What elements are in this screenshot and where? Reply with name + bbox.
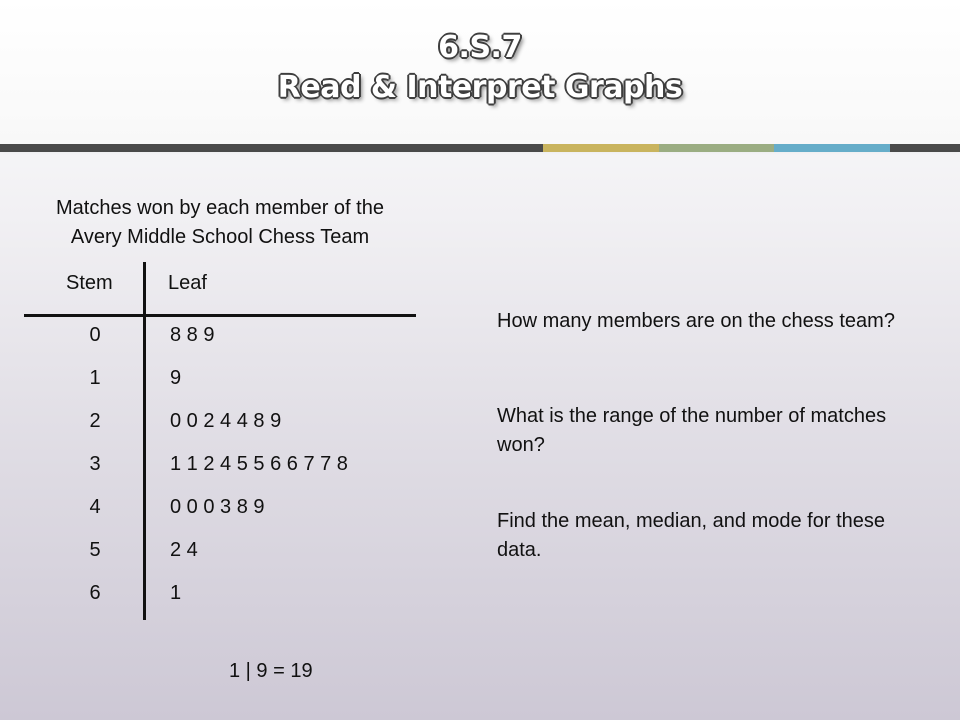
stem-leaf-row xyxy=(0,539,440,569)
stem-leaf-row xyxy=(0,367,440,397)
accent-stripe-green xyxy=(659,144,774,152)
stem-value: 6 xyxy=(89,582,101,604)
stem-value: 0 xyxy=(89,324,101,346)
accent-stripe-blue xyxy=(774,144,890,152)
stem-value: 2 xyxy=(89,410,101,432)
question-mean-median-mode: Find the mean, median, and mode for these data. xyxy=(497,510,886,561)
slide-title xyxy=(0,28,960,108)
plot-caption-line-1: Matches won by each member of the xyxy=(56,197,384,219)
stem-leaf-row xyxy=(0,324,440,354)
leaf-values: 9 xyxy=(170,367,182,389)
stem-value: 4 xyxy=(89,496,101,518)
question-members: How many members are on the chess team? xyxy=(497,310,895,332)
question-range: What is the range of the number of matches won? xyxy=(497,405,887,456)
leaf-values: 0 0 2 4 4 8 9 xyxy=(170,410,282,432)
stem-value: 5 xyxy=(89,539,101,561)
stem-leaf-row xyxy=(0,582,440,612)
plot-caption xyxy=(10,194,430,252)
stem-value: 1 xyxy=(89,367,101,389)
accent-stripe-dark-end xyxy=(890,144,960,152)
leaf-values: 2 4 xyxy=(170,539,198,561)
leaf-values: 1 xyxy=(170,582,182,604)
leaf-values: 1 1 2 4 5 5 6 6 7 7 8 xyxy=(170,453,348,475)
stem-leaf-row xyxy=(0,453,440,483)
slide-title-text: Read & Interpret Graphs xyxy=(277,70,683,105)
accent-stripe-dark xyxy=(0,144,543,152)
standard-code: 6.S.7 xyxy=(438,30,522,65)
plot-caption-line-2: Avery Middle School Chess Team xyxy=(70,226,370,248)
stem-leaf-row xyxy=(0,496,440,526)
header-rule xyxy=(24,314,416,317)
stem-column-header: Stem xyxy=(66,272,113,294)
accent-stripe-gold xyxy=(543,144,659,152)
title-header xyxy=(0,0,960,146)
leaf-column-header: Leaf xyxy=(168,272,207,294)
stem-value: 3 xyxy=(89,453,101,475)
leaf-values: 0 0 0 3 8 9 xyxy=(170,496,265,518)
leaf-values: 8 8 9 xyxy=(170,324,215,346)
stem-leaf-row xyxy=(0,410,440,440)
plot-key: 1 | 9 = 19 xyxy=(229,660,313,682)
